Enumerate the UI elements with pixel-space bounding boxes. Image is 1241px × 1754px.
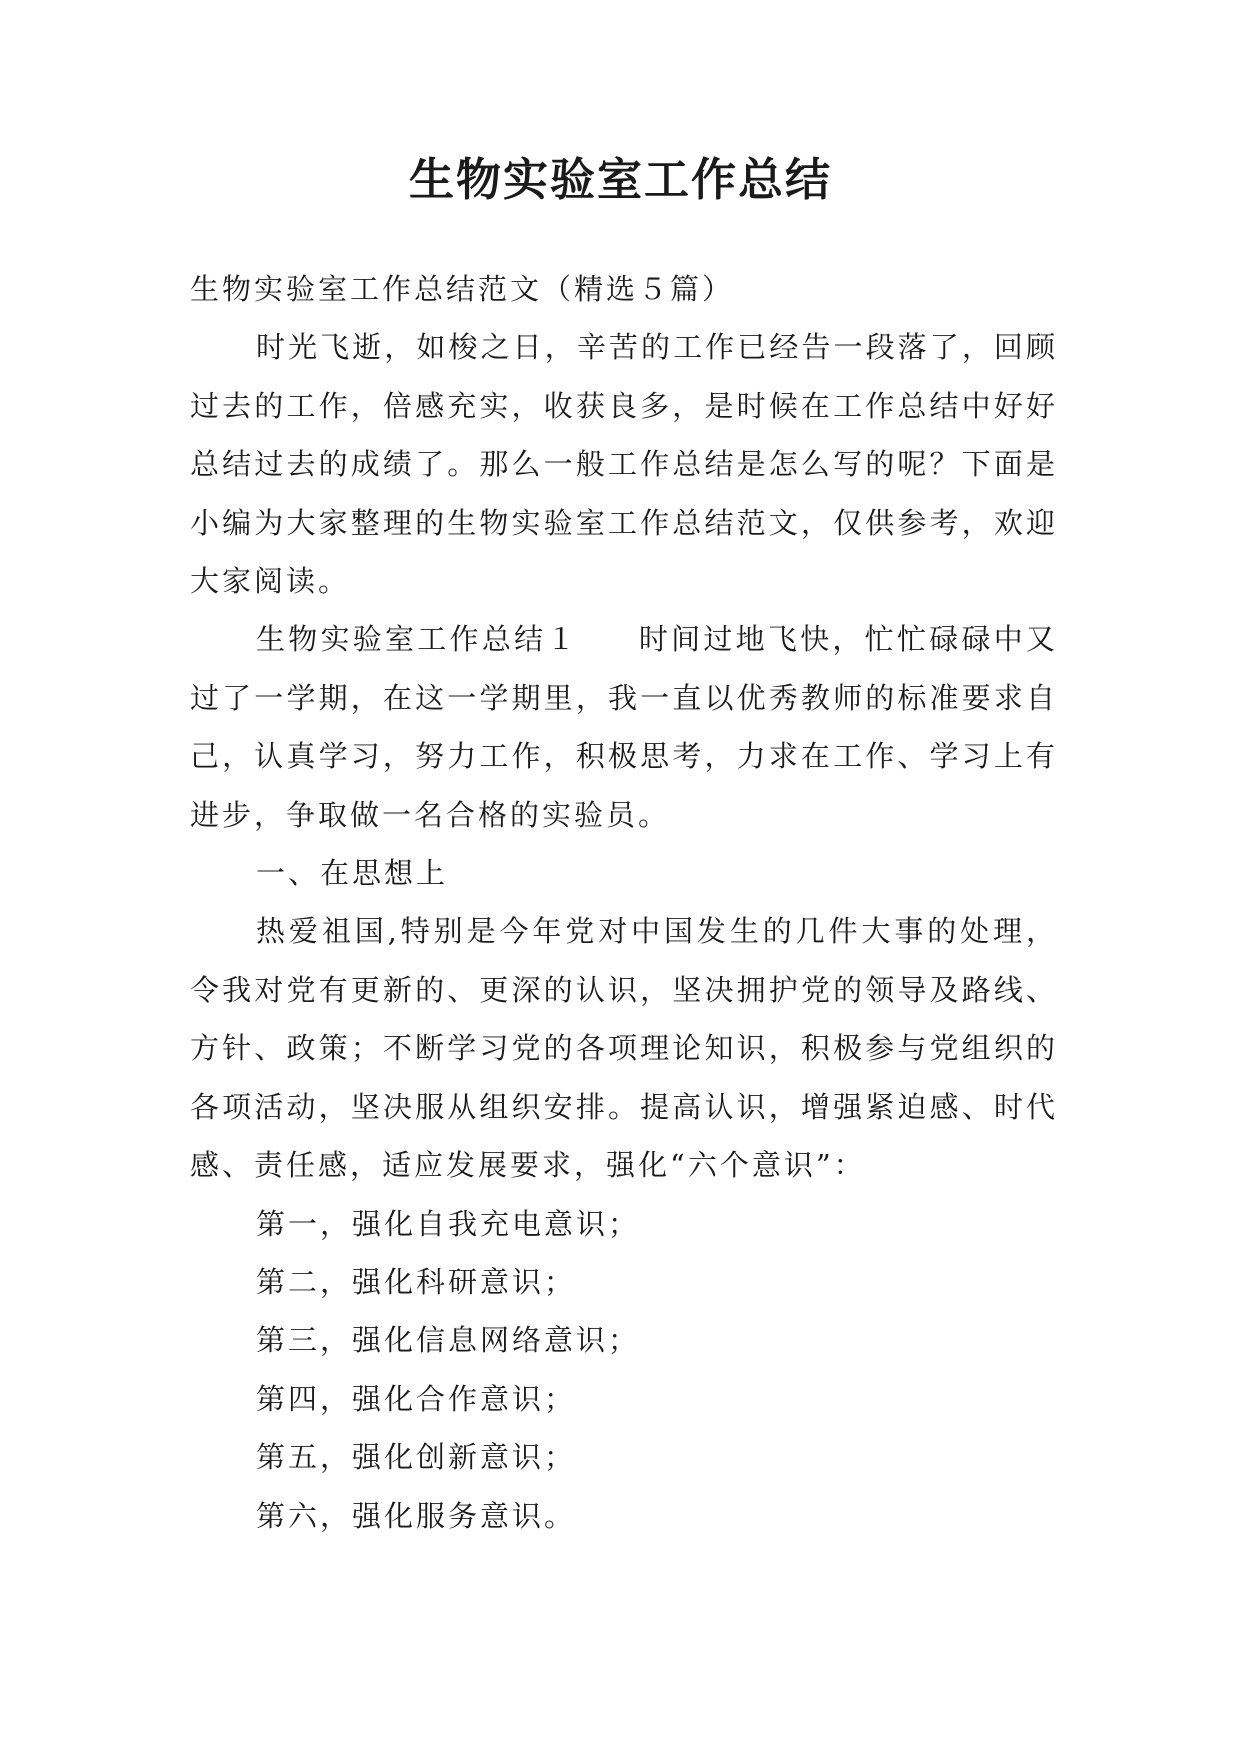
list-item: 第三，强化信息网络意识； [256, 1323, 641, 1358]
document-title: 生物实验室工作总结 [408, 153, 832, 206]
section-1-text: 时间过地飞快，忙忙碌碌中又过了一学期，在这一学期里，我一直以优秀教师的标准要求自己，认真学习，努力工作，积极思考，力求在工作、学习上有进步，争取做一名合格的实验员。 [190, 622, 1058, 832]
list-item: 第五，强化创新意识； [256, 1440, 577, 1475]
section-1-heading: 生物实验室工作总结１ [256, 622, 579, 657]
list-item: 第四，强化合作意识； [256, 1381, 577, 1416]
part-1-heading: 一、在思想上 [256, 856, 449, 891]
list-item: 第二，强化科研意识； [256, 1264, 577, 1299]
section-1-paragraph [190, 610, 1058, 844]
document-body [190, 260, 1058, 1545]
list-item: 第六，强化服务意识。 [256, 1498, 577, 1533]
part-1-paragraph: 热爱祖国,特别是今年党对中国发生的几件大事的处理，令我对党有更新的、更深的认识，坚决拥护党的领导及路线、方针、政策；不断学习党的各项理论知识，积极参与党组织的各项活动，坚决服从组织安排。提高认识，增强紧迫感、时代感、责任感，适应发展要求，强化“六个意识”： [190, 914, 1058, 1183]
list-item: 第一，强化自我充电意识； [256, 1206, 641, 1241]
intro-paragraph: 时光飞逝，如梭之日，辛苦的工作已经告一段落了，回顾过去的工作，倍感充实，收获良多，是时候在工作总结中好好总结过去的成绩了。那么一般工作总结是怎么写的呢？下面是小编为大家整理的生物实验室工作总结范文，仅供参考，欢迎大家阅读。 [190, 330, 1058, 599]
document-subtitle: 生物实验室工作总结范文（精选５篇） [190, 272, 735, 306]
